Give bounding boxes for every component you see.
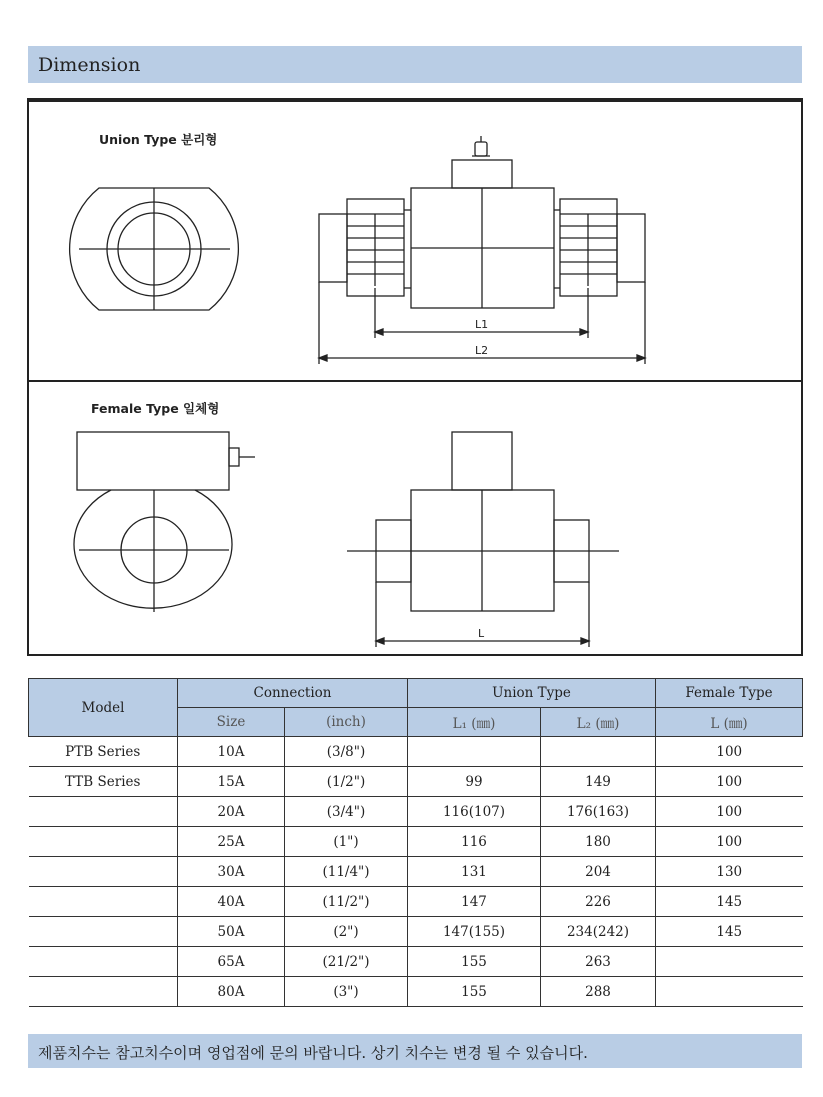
note-bar — [28, 1034, 802, 1068]
cell-size: 40A — [178, 887, 285, 917]
cell-l1: 116 — [408, 827, 541, 857]
cell-model — [29, 917, 178, 947]
l1-dimension-label: L1 — [475, 318, 489, 331]
cell-l2: 204 — [541, 857, 656, 887]
cell-l: 130 — [656, 857, 803, 887]
cell-size: 65A — [178, 947, 285, 977]
cell-l2: 226 — [541, 887, 656, 917]
cell-model — [29, 887, 178, 917]
cell-model — [29, 977, 178, 1007]
table-row — [29, 767, 803, 797]
cell-l1: 155 — [408, 947, 541, 977]
header-l2: L₂ (㎜) — [541, 708, 656, 737]
cell-l1: 131 — [408, 857, 541, 887]
cell-l — [656, 947, 803, 977]
cell-inch: (2") — [285, 917, 408, 947]
header-connection: Connection — [178, 679, 408, 708]
cell-l2: 180 — [541, 827, 656, 857]
table-row — [29, 737, 803, 767]
drawing-svg — [29, 102, 801, 654]
cell-inch: (21/2") — [285, 947, 408, 977]
cell-model: PTB Series — [29, 737, 178, 767]
female-side-view — [74, 432, 255, 612]
cell-size: 50A — [178, 917, 285, 947]
cell-l2: 234(242) — [541, 917, 656, 947]
dimension-drawing — [27, 98, 803, 656]
cell-l: 100 — [656, 767, 803, 797]
table-row — [29, 797, 803, 827]
cell-size: 15A — [178, 767, 285, 797]
cell-size: 30A — [178, 857, 285, 887]
cell-model — [29, 827, 178, 857]
cell-l: 100 — [656, 827, 803, 857]
cell-inch: (3/4") — [285, 797, 408, 827]
union-type-label: Union Type 분리형 — [99, 132, 218, 147]
cell-model — [29, 947, 178, 977]
cell-inch: (1/2") — [285, 767, 408, 797]
header-union-type: Union Type — [408, 679, 656, 708]
female-type-label: Female Type 일체형 — [91, 401, 220, 416]
cell-l: 145 — [656, 917, 803, 947]
table-row — [29, 857, 803, 887]
cell-size: 80A — [178, 977, 285, 1007]
table-row — [29, 977, 803, 1007]
table-row — [29, 827, 803, 857]
cell-size: 20A — [178, 797, 285, 827]
cell-l1 — [408, 737, 541, 767]
cell-l1: 147 — [408, 887, 541, 917]
section-title: Dimension — [38, 54, 141, 76]
table-row — [29, 917, 803, 947]
cell-l: 145 — [656, 887, 803, 917]
cell-model — [29, 857, 178, 887]
cell-model — [29, 797, 178, 827]
cell-l2: 263 — [541, 947, 656, 977]
section-title-bar — [28, 46, 802, 83]
cell-l2 — [541, 737, 656, 767]
cell-l2: 176(163) — [541, 797, 656, 827]
cell-inch: (3") — [285, 977, 408, 1007]
cell-l1: 99 — [408, 767, 541, 797]
cell-size: 25A — [178, 827, 285, 857]
cell-inch: (1") — [285, 827, 408, 857]
table-row — [29, 947, 803, 977]
cell-l2: 149 — [541, 767, 656, 797]
cell-l: 100 — [656, 797, 803, 827]
cell-l: 100 — [656, 737, 803, 767]
cell-l1: 155 — [408, 977, 541, 1007]
cell-model: TTB Series — [29, 767, 178, 797]
header-female-type: Female Type — [656, 679, 803, 708]
cell-l1: 147(155) — [408, 917, 541, 947]
cell-size: 10A — [178, 737, 285, 767]
cell-l2: 288 — [541, 977, 656, 1007]
cell-inch: (3/8") — [285, 737, 408, 767]
female-front-view — [347, 432, 619, 647]
l-dimension-label: L — [478, 627, 485, 640]
header-model: Model — [29, 679, 178, 737]
header-l1: L₁ (㎜) — [408, 708, 541, 737]
cell-l — [656, 977, 803, 1007]
cell-l1: 116(107) — [408, 797, 541, 827]
cell-inch: (11/4") — [285, 857, 408, 887]
union-side-view — [70, 188, 239, 310]
cell-inch: (11/2") — [285, 887, 408, 917]
note-text: 제품치수는 참고치수이며 영업점에 문의 바랍니다. 상기 치수는 변경 될 수 있습니다. — [38, 1044, 588, 1062]
dimension-table — [28, 678, 803, 1007]
header-size: Size — [178, 708, 285, 737]
table-row — [29, 887, 803, 917]
header-inch: (inch) — [285, 708, 408, 737]
header-l: L (㎜) — [656, 708, 803, 737]
l2-dimension-label: L2 — [475, 344, 489, 357]
